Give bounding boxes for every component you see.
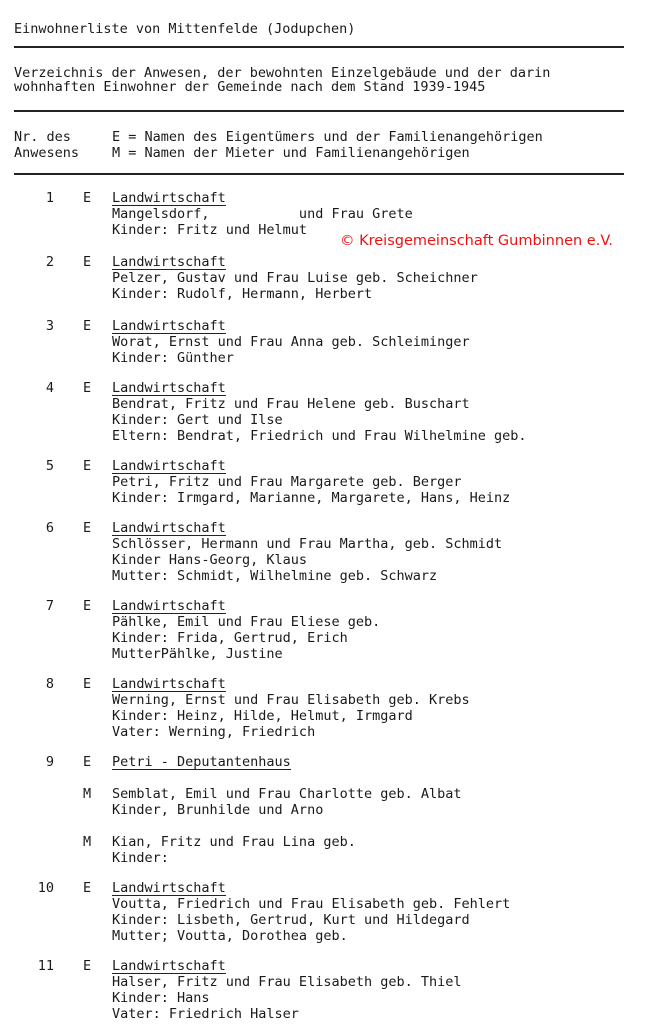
entry-number: 3: [45, 318, 54, 334]
intro-line-2: wohnhaften Einwohner der Gemeinde nach dem Stand 1939-1945: [14, 79, 486, 95]
entry-line: MutterPählke, Justine: [112, 646, 283, 662]
entry-line: Kinder: Rudolf, Hermann, Herbert: [112, 286, 373, 302]
entry-line: Kinder Hans-Georg, Klaus: [112, 552, 308, 568]
rule-legend: [14, 173, 624, 175]
rule-title: [14, 46, 624, 48]
entry-type-code: E: [83, 254, 92, 270]
entry-line: Pählke, Emil und Frau Eliese geb.: [112, 614, 381, 630]
entry-heading: Landwirtschaft: [112, 958, 226, 974]
entry-type-code: E: [83, 958, 92, 974]
entry-line: Mutter; Voutta, Dorothea geb.: [112, 928, 348, 944]
entry-body: [112, 254, 478, 302]
entry-number: 10: [37, 880, 54, 896]
entry-heading: Landwirtschaft: [112, 676, 226, 692]
entry-type-code: E: [83, 380, 92, 396]
entry-number: 4: [45, 380, 54, 396]
entry-line: Kinder: Irmgard, Marianne, Margarete, Hans, Heinz: [112, 490, 511, 506]
entry-heading: Landwirtschaft: [112, 254, 226, 270]
entry-body: [112, 958, 462, 1022]
entry-heading: Landwirtschaft: [112, 380, 226, 396]
entry-type-code: E: [83, 754, 92, 770]
entry-body: [112, 520, 502, 584]
rule-intro: [14, 110, 624, 112]
legend-m-definition: M = Namen der Mieter und Familienangehörigen: [112, 145, 470, 161]
entry-line: Semblat, Emil und Frau Charlotte geb. Albat: [112, 786, 462, 802]
legend-e-definition: E = Namen des Eigentümers und der Familienangehörigen: [112, 129, 543, 145]
entry-line: Kinder: Lisbeth, Gertrud, Kurt und Hildegard: [112, 912, 470, 928]
entry-line: Kinder: Hans: [112, 990, 210, 1006]
intro-line-1: Verzeichnis der Anwesen, der bewohnten Einzelgebäude und der darin: [14, 65, 551, 81]
entry-line: Pelzer, Gustav und Frau Luise geb. Scheichner: [112, 270, 478, 286]
entry-type-code: E: [83, 318, 92, 334]
legend-anwesens-label: Anwesens: [14, 145, 80, 161]
entry-line: Mutter: Schmidt, Wilhelmine geb. Schwarz: [112, 568, 438, 584]
entry-line: Eltern: Bendrat, Friedrich und Frau Wilhelmine geb.: [112, 428, 527, 444]
entry-type-code: E: [83, 598, 92, 614]
entry-type-code: M: [83, 786, 92, 802]
entry-heading: Landwirtschaft: [112, 880, 226, 896]
entry-heading: Petri - Deputantenhaus: [112, 754, 291, 770]
entry-line: Mangelsdorf, und Frau Grete: [112, 206, 413, 222]
entry-type-code: E: [83, 676, 92, 692]
entry-body: [112, 786, 462, 818]
entry-body: [112, 598, 380, 662]
entry-line: Kinder:: [112, 850, 169, 866]
entry-number: 1: [45, 190, 54, 206]
entry-body: [112, 834, 356, 866]
entry-body: [112, 880, 510, 944]
entry-type-code: E: [83, 880, 92, 896]
copyright-watermark: © Kreisgemeinschaft Gumbinnen e.V.: [340, 233, 613, 249]
entry-line: Bendrat, Fritz und Frau Helene geb. Buschart: [112, 396, 470, 412]
entry-type-code: E: [83, 458, 92, 474]
entry-number: 9: [45, 754, 54, 770]
entry-line: Petri, Fritz und Frau Margarete geb. Berger: [112, 474, 462, 490]
entry-line: Halser, Fritz und Frau Elisabeth geb. Thiel: [112, 974, 462, 990]
document-title: Einwohnerliste von Mittenfelde (Jodupchen): [14, 21, 356, 37]
entry-type-code: E: [83, 190, 92, 206]
entry-line: Werning, Ernst und Frau Elisabeth geb. Krebs: [112, 692, 470, 708]
entry-line: Kian, Fritz und Frau Lina geb.: [112, 834, 356, 850]
entry-line: Kinder, Brunhilde und Arno: [112, 802, 324, 818]
entry-line: Vater: Werning, Friedrich: [112, 724, 316, 740]
entry-number: 8: [45, 676, 54, 692]
entry-body: [112, 380, 527, 444]
entry-body: [112, 754, 291, 770]
entry-body: [112, 458, 510, 506]
entry-line: Kinder: Günther: [112, 350, 234, 366]
entry-line: Kinder: Heinz, Hilde, Helmut, Irmgard: [112, 708, 413, 724]
entry-number: 6: [45, 520, 54, 536]
entry-line: Vater: Friedrich Halser: [112, 1006, 299, 1022]
entry-number: 11: [37, 958, 54, 974]
entry-line: Kinder: Frida, Gertrud, Erich: [112, 630, 348, 646]
entry-heading: Landwirtschaft: [112, 598, 226, 614]
entry-number: 5: [45, 458, 54, 474]
entry-type-code: M: [83, 834, 92, 850]
entry-heading: Landwirtschaft: [112, 520, 226, 536]
entry-body: [112, 190, 413, 238]
legend-nr-label: Nr. des: [14, 129, 71, 145]
entry-number: 2: [45, 254, 54, 270]
entry-heading: Landwirtschaft: [112, 190, 226, 206]
entry-heading: Landwirtschaft: [112, 458, 226, 474]
entry-line: Kinder: Gert und Ilse: [112, 412, 283, 428]
entry-type-code: E: [83, 520, 92, 536]
entry-line: Kinder: Fritz und Helmut: [112, 222, 308, 238]
entry-line: Schlösser, Hermann und Frau Martha, geb. Schmidt: [112, 536, 503, 552]
entry-body: [112, 676, 470, 740]
entry-body: [112, 318, 470, 366]
entry-number: 7: [45, 598, 54, 614]
entry-heading: Landwirtschaft: [112, 318, 226, 334]
entry-line: Voutta, Friedrich und Frau Elisabeth geb. Fehlert: [112, 896, 511, 912]
entry-line: Worat, Ernst und Frau Anna geb. Schleiminger: [112, 334, 470, 350]
